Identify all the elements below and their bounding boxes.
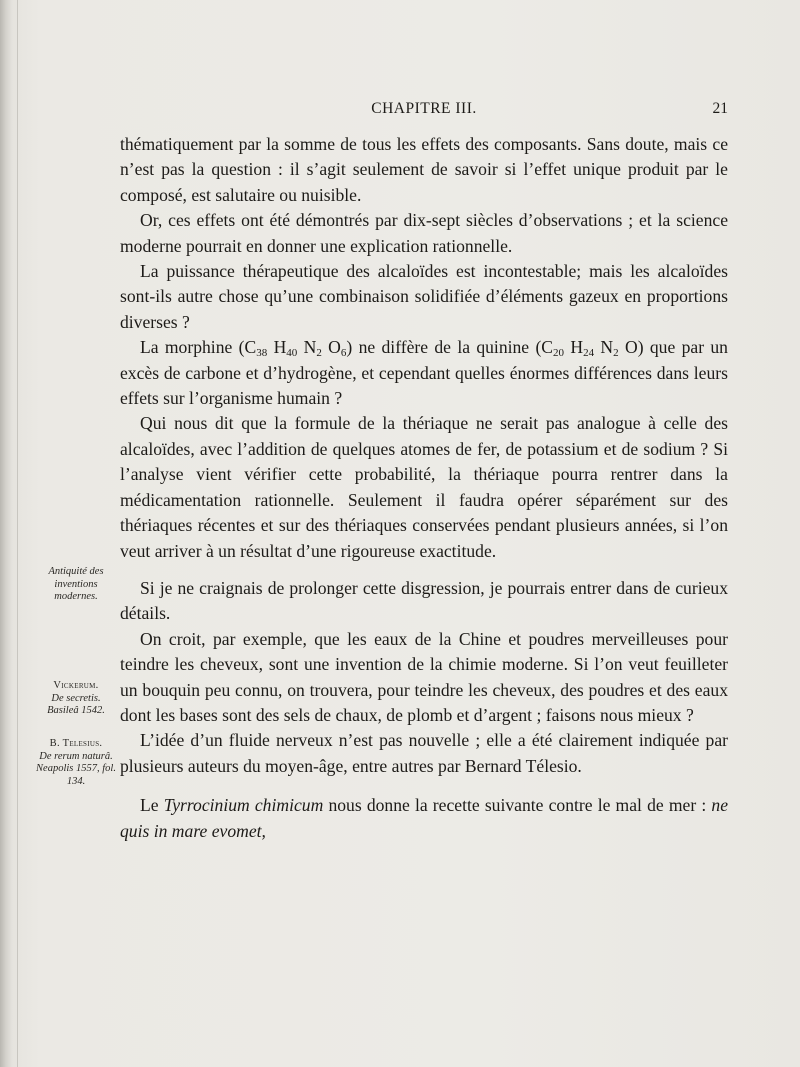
quinine-formula: ($C_{20}$ $H_{24}$ $N_2$ O)	[535, 337, 644, 360]
text-span: nous donne la recette suivante contre le mal de mer :	[328, 795, 707, 816]
element-symbol: H	[273, 337, 287, 358]
paragraph: Or, ces effets ont été démontrés par dix-sept siècles d’observations ; et la science moderne pourrait en donner une explication rationnelle.	[120, 210, 728, 256]
element-symbol: O	[624, 337, 638, 358]
element-symbol: N	[600, 337, 614, 358]
margin-note-title: De secretis.	[51, 692, 101, 704]
element-symbol: N	[303, 337, 317, 358]
latin-quote: ne quis in mare evomet,	[120, 795, 728, 841]
paragraph: L’idée d’un fluide nerveux n’est pas nouvelle ; elle a été clairement indiquée par plusieurs auteurs du moyen-âge, entre autres par Bernard Télesio.	[120, 730, 728, 776]
book-title: Tyrrocinium chimicum	[163, 795, 324, 816]
paragraph-quote	[120, 793, 728, 844]
text-span: ne diffère de la quinine	[358, 337, 530, 358]
element-symbol: C	[244, 337, 257, 358]
text-span: Le	[140, 795, 159, 816]
morphine-formula: ($C_{38}$ $H_{40}$ $N_2$ $O_6$)	[238, 337, 353, 360]
element-symbol: O	[328, 337, 341, 358]
subscript: 2	[613, 347, 619, 360]
margin-note-line: Antiquité des inventions	[48, 566, 104, 590]
subscript: 2	[316, 347, 322, 360]
margin-note-antiquity	[28, 566, 124, 604]
paragraph: La puissance thérapeutique des alcaloïdes est incontestable; mais les alcaloïdes sont-ils autre chose qu’une combinaison solidifiée d’éléments gazeux en proportions diverses ?	[120, 261, 728, 332]
margin-note-author: Vickerum.	[53, 680, 99, 691]
element-symbol: H	[570, 337, 584, 358]
margin-note-title: De rerum naturâ.	[39, 750, 113, 762]
running-title: CHAPITRE III.	[371, 100, 477, 117]
paragraph: Qui nous dit que la formule de la thériaque ne serait pas analogue à celle des alcaloïdes, avec l’addition de quelques atomes de fer, de potassium et de sodium ? Si l’analyse vient vérifier cette probabilité, la thériaque pourra rentrer dans la médicamentation rationnelle. Seulement il faudra opérer séparément sur des thériaques récentes et sur des thériaques conservées pendant plusieurs années, si l’on veut arriver à un résultat d’une rigoureuse exactitude.	[120, 413, 728, 561]
paragraph: On croit, par exemple, que les eaux de la Chine et poudres merveilleuses pour teindre les cheveux, sont une invention de la chimie moderne. Si l’on veut feuilleter un bouquin peu connu, on trouvera, pour teindre les cheveux, des poudres et des eaux dont les bases sont des sels de chaux, de plomb et d’argent ; faisons nous mieux ?	[120, 628, 728, 725]
page-number: 21	[712, 100, 728, 117]
text-span: que par un excès de carbone et d’hydrogène, et cependant quelles énormes différences dans leurs effets sur l’organisme humain ?	[120, 337, 728, 409]
margin-note-line: modernes.	[54, 591, 98, 602]
margin-note-author: B. Telesius.	[49, 738, 103, 749]
element-symbol: C	[541, 337, 554, 358]
text-span: La morphine	[140, 337, 233, 358]
margin-note-place: Neapolis 1557, fol. 134.	[36, 763, 116, 787]
subscript: 40	[286, 347, 298, 360]
subscript: 6	[340, 347, 347, 360]
page-header	[120, 100, 728, 124]
main-text	[120, 132, 728, 844]
paragraph-formulas	[120, 335, 728, 411]
subscript: 24	[583, 347, 595, 360]
page-gutter	[0, 0, 12, 1067]
subscript: 38	[256, 347, 268, 360]
margin-note-place: Basileâ 1542.	[47, 705, 105, 716]
margin-note-telesius	[28, 738, 124, 788]
subscript: 20	[553, 347, 565, 360]
paragraph: thématiquement par la somme de tous les effets des composants. Sans doute, mais ce n’est pas la question : il s’agit seulement de savoir si l’effet unique produit par le composé, est salutaire ou nuisible.	[120, 134, 728, 205]
gutter-line	[17, 0, 18, 1067]
paragraph: Si je ne craignais de prolonger cette disgression, je pourrais entrer dans de curieux détails.	[120, 577, 728, 624]
margin-note-vickerum	[28, 680, 124, 718]
